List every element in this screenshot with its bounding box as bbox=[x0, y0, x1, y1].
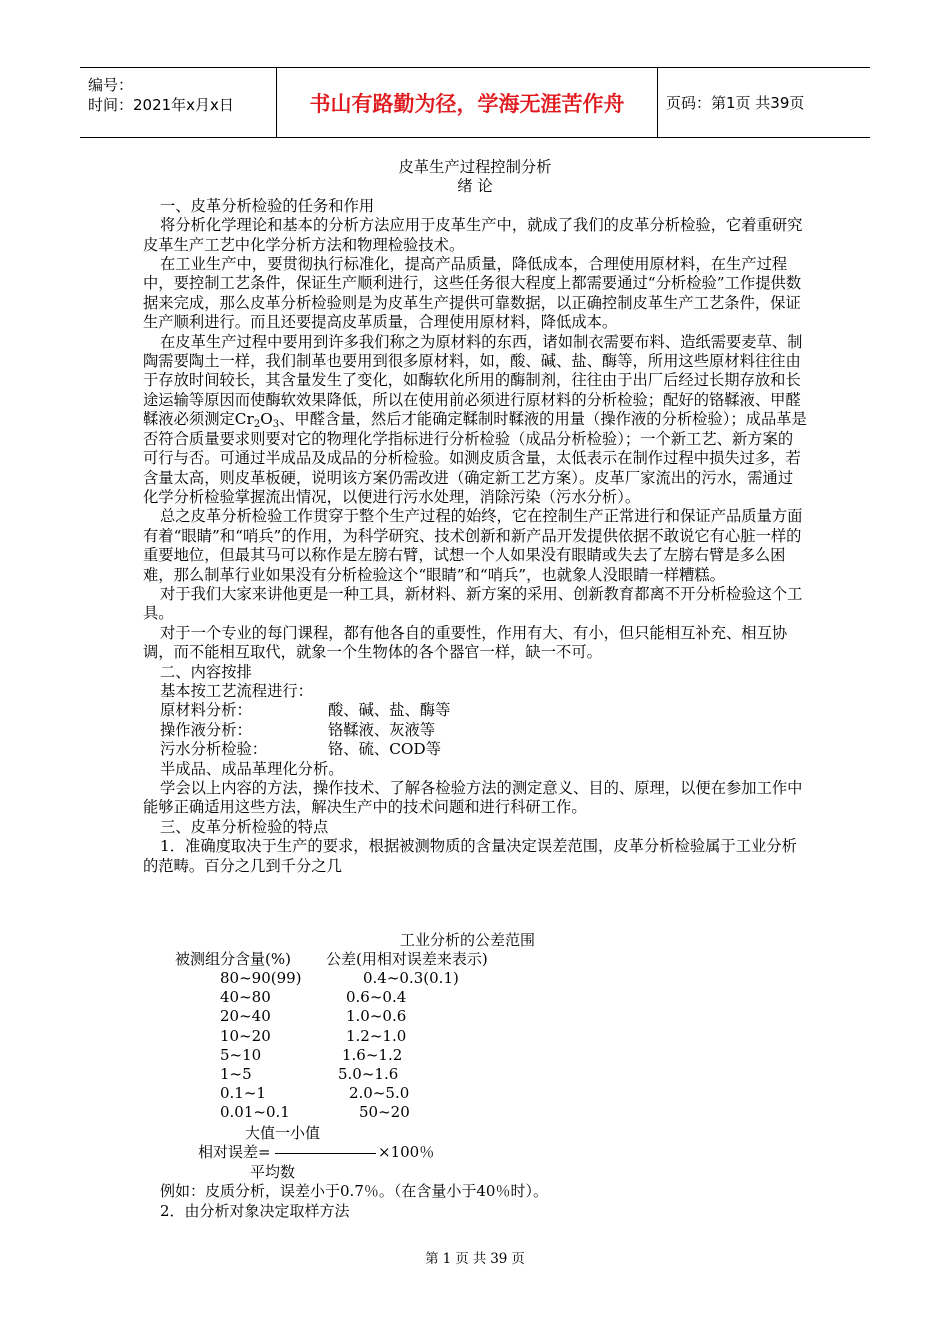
item-label: 污水分析检验： bbox=[160, 740, 268, 759]
footer-total: 39 bbox=[490, 1251, 508, 1267]
table-cell: 0.6~0.4 bbox=[346, 988, 407, 1006]
paragraph: 基本按工艺流程进行： bbox=[160, 681, 313, 700]
paragraph-text: 、甲醛含量，然后才能确定鞣制时鞣液的用量（操作液的分析检验）；成品革是否符合质量要求则要对它的物理化学指标进行分析检验（成品分析检验）；一个新工艺、新方案的可行与否。可通过半成品及成品的分析检验。如测皮质含量，太低表示在制作过程中损失过多，若含量太高，则皮革板硬，说明该方案仍需改进（确定新工艺方案）。皮革厂家流出的污水，需通过化学分析检验掌握流出情况，以便进行污水处理，消除污染（污水分析）。 bbox=[143, 410, 807, 506]
table-title: 工业分析的公差范围 bbox=[400, 931, 536, 949]
table-cell: 1.6~1.2 bbox=[342, 1046, 403, 1064]
page-header bbox=[80, 67, 870, 138]
table-row: 5~10 bbox=[220, 1046, 262, 1064]
number-label: 编号： bbox=[88, 76, 134, 94]
paragraph: 将分析化学理论和基本的分析方法应用于皮革生产中，就成了我们的皮革分析检验，它着重研究皮革生产工艺中化学分析方法和物理检验技术。 bbox=[143, 216, 803, 254]
header-meta bbox=[80, 68, 277, 137]
table-cell: 1.0~0.6 bbox=[346, 1007, 407, 1025]
footer-text: 第 bbox=[425, 1251, 439, 1267]
item-value: 铬鞣液、灰液等 bbox=[328, 720, 436, 739]
table-cell: 5.0~1.6 bbox=[338, 1065, 399, 1083]
paragraph: 学会以上内容的方法，操作技术、了解各检验方法的测定意义、目的、原理，以便在参加工作中能够正确适用这些方法，解决生产中的技术问题和进行科研工作。 bbox=[143, 779, 803, 817]
paragraph: 2．由分析对象决定取样方法 bbox=[160, 1202, 350, 1220]
table-header-col1: 被测组分含量(%) bbox=[175, 950, 291, 968]
paragraph-text: 在皮革生产过程中要用到许多我们称之为原材料的东西，诸如制衣需要布料、造纸需要麦草、制陶需要陶土一样，我们制革也要用到很多原材料，如，酸、碱、盐、酶等，所用这些原材料往往由于存放时间较长，其含量发生了变化，如酶软化所用的酶制剂，往往由于出厂后经过长期存放和长途运输等原因而使酶软效果降低，所以在使用前必须进行原材料的分析检验；配好的铬鞣液、甲醛鞣液必须测定Cr bbox=[143, 332, 803, 429]
subscript: 2 bbox=[253, 419, 261, 431]
table-row: 1~5 bbox=[220, 1065, 252, 1083]
doc-title: 皮革生产过程控制分析 bbox=[398, 158, 552, 176]
table-cell: 2.0~5.0 bbox=[349, 1084, 410, 1102]
table-cell: 1.2~1.0 bbox=[346, 1027, 407, 1045]
paragraph: 对于一个专业的每门课程，都有他各自的重要性，作用有大、有小，但只能相互补充、相互协调，而不能相互取代，就象一个生物体的各个器官一样，缺一不可。 bbox=[143, 623, 788, 662]
list-item bbox=[143, 740, 807, 759]
footer-text: 页 bbox=[511, 1251, 525, 1267]
time-label: 时间：2021年x月x日 bbox=[88, 96, 234, 114]
table-row: 10~20 bbox=[220, 1027, 271, 1045]
section-heading: 二、内容按排 bbox=[160, 662, 252, 681]
footer-page: 1 bbox=[442, 1251, 452, 1267]
page-info: 页码：第1页 共39页 bbox=[666, 94, 805, 112]
document-body bbox=[143, 158, 807, 876]
paragraph: 总之皮革分析检验工作贯穿于整个生产过程的始终，它在控制生产正常进行和保证产品质量方面有着“眼睛”和“哨兵”的作用，为科学研究、技术创新和新产品开发提供依据不敢说它有心脏一样的重要地位，但最其马可以称作是左膀右臂，试想一个人如果没有眼睛或失去了左膀右臂是多么困难，那么制革行业如果没有分析检验这个“眼睛”和“哨兵”，也就象人没眼睛一样糟糕。 bbox=[143, 507, 803, 584]
item-value: 酸、碱、盐、酶等 bbox=[328, 701, 451, 720]
doc-subtitle: 绪 论 bbox=[457, 177, 493, 196]
table-row: 0.1~1 bbox=[220, 1084, 266, 1102]
item-value: 铬、硫、COD等 bbox=[328, 740, 441, 759]
paragraph bbox=[143, 333, 807, 508]
paragraph: 半成品、成品革理化分析。 bbox=[160, 759, 344, 778]
list-item bbox=[143, 701, 807, 720]
table-cell: 0.4~0.3(0.1) bbox=[363, 969, 459, 987]
subscript: 3 bbox=[272, 419, 280, 431]
paragraph-text: O bbox=[260, 410, 273, 429]
paragraph: 在工业生产中，要贯彻执行标准化，提高产品质量，降低成本，合理使用原材料，在生产过程中，要控制工艺条件，保证生产顺利进行，这些任务很大程度上都需要通过“分析检验”工作提供数据来完成，那么皮革分析检验则是为皮革生产提供可靠数据，以正确控制皮革生产工艺条件，保证生产顺利进行。而且还要提高皮革质量，合理使用原材料，降低成本。 bbox=[143, 255, 802, 332]
formula-denominator: 平均数 bbox=[250, 1163, 296, 1181]
page-footer bbox=[0, 1247, 950, 1267]
formula-lhs: 相对误差= bbox=[198, 1143, 271, 1161]
section-heading: 三、皮革分析检验的特点 bbox=[160, 817, 329, 836]
table-cell: 50~20 bbox=[359, 1103, 410, 1121]
fraction-bar bbox=[275, 1153, 376, 1154]
motto: 书山有路勤为径，学海无涯苦作舟 bbox=[277, 68, 658, 137]
paragraph: 1．准确度取决于生产的要求，根据被测物质的含量决定误差范围，皮革分析检验属于工业分析的范畴。百分之几到千分之几 bbox=[143, 837, 797, 875]
formula-rhs: ×100％ bbox=[378, 1143, 435, 1161]
table-row: 40~80 bbox=[220, 988, 271, 1006]
list-item bbox=[143, 721, 807, 740]
table-row: 80~90(99) bbox=[220, 969, 302, 987]
table-row: 20~40 bbox=[220, 1007, 271, 1025]
section-heading: 一、皮革分析检验的任务和作用 bbox=[160, 196, 375, 215]
item-label: 操作液分析： bbox=[160, 720, 252, 739]
footer-text: 共 bbox=[472, 1251, 487, 1267]
table-header-col2: 公差(用相对误差来表示) bbox=[326, 950, 488, 968]
item-label: 原材料分析： bbox=[160, 701, 252, 720]
formula-numerator: 大值一小值 bbox=[245, 1124, 321, 1142]
table-row: 0.01~0.1 bbox=[220, 1103, 290, 1121]
paragraph: 例如：皮质分析，误差小于0.7％。（在含量小于40％时）。 bbox=[160, 1182, 548, 1200]
footer-text: 页 bbox=[455, 1251, 469, 1267]
paragraph: 对于我们大家来讲他更是一种工具，新材料、新方案的采用、创新教育都离不开分析检验这个工具。 bbox=[143, 584, 803, 623]
